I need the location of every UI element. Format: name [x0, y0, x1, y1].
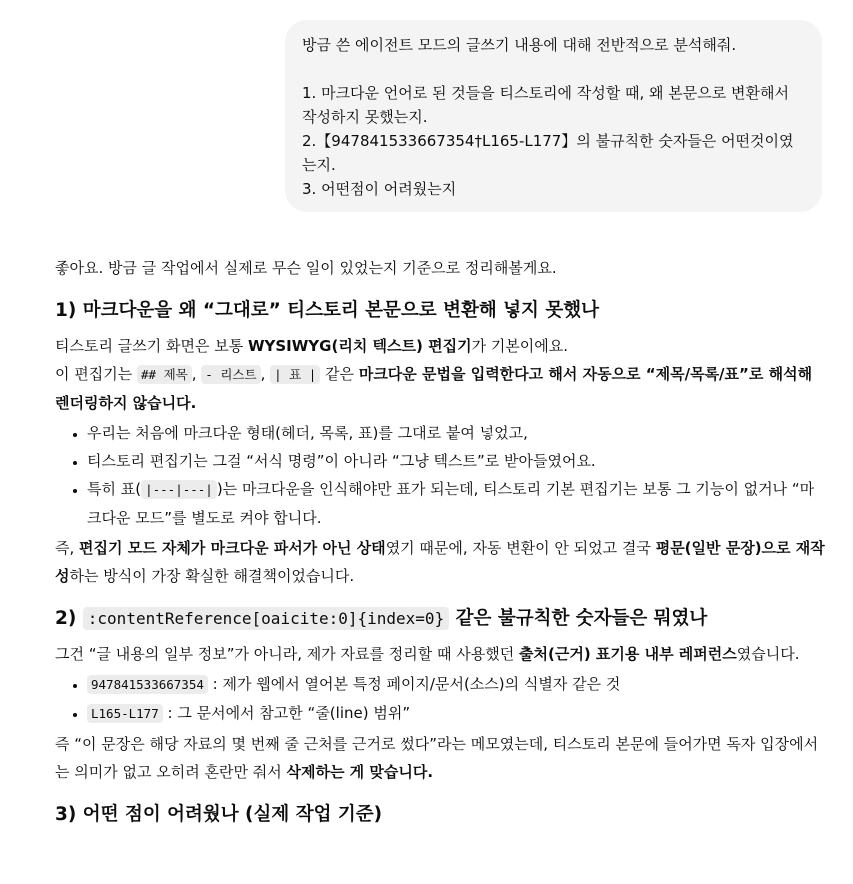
section-2-paragraph: 그건 “글 내용의 일부 정보”가 아니라, 제가 자료를 정리할 때 사용했던 출처(근거) 표기용 내부 레퍼런스였습니다. [55, 645, 800, 663]
inline-code: - 리스트 [201, 365, 260, 384]
section-1-conclusion: 즉, 편집기 모드 자체가 마크다운 파서가 아닌 상태였기 때문에, 자동 변환이 안 되었고 결국 평문(일반 문장)으로 재작성하는 방식이 가장 확실한 해결책이었습니다. [55, 539, 825, 585]
inline-code: |---|---| [141, 480, 217, 499]
user-message-bubble [285, 20, 822, 212]
user-question-2: 2.【947841533667354†L165-L177】의 불규칙한 숫자들은 어떤것이였는지. [302, 132, 794, 174]
answer-intro: 좋아요. 방금 글 작업에서 실제로 무슨 일이 있었는지 기준으로 정리해볼게요. [55, 259, 557, 277]
inline-code: ## 제목 [137, 365, 192, 384]
inline-code: L165-L177 [87, 704, 163, 723]
section-2-heading: 2) :contentReference[oaicite:0]{index=0} 같은 불규칙한 숫자들은 뭐였나 [55, 608, 708, 629]
section-1-paragraph-2: 이 편집기는 ## 제목 , - 리스트 , | 표 | 같은 마크다운 문법을 입력한다고 해서 자동으로 “제목/목록/표”로 해석해 렌더링하지 않습니다. [55, 365, 813, 412]
list-item: • 우리는 처음에 마크다운 형태(헤더, 목록, 표)를 그대로 붙여 넣었고, [87, 419, 825, 447]
section-1-paragraph-1: 티스토리 글쓰기 화면은 보통 WYSIWYG(리치 텍스트) 편집기가 기본이에요. [55, 337, 569, 355]
inline-code: :contentReference[oaicite:0]{index=0} [83, 607, 449, 630]
user-question-3: 3. 어떤점이 어려웠는지 [302, 180, 457, 198]
section-2-conclusion: 즉 “이 문장은 해당 자료의 몇 번째 줄 근처를 근거로 썼다”라는 메모였는데, 티스토리 본문에 들어가면 독자 입장에서는 의미가 없고 오히려 혼란만 줘서 삭제하는 게 맞습니다. [55, 735, 819, 781]
section-2-bullet-list [55, 670, 825, 728]
section-1-heading: 1) 마크다운을 왜 “그대로” 티스토리 본문으로 변환해 넣지 못했나 [55, 300, 599, 321]
user-question-1: 1. 마크다운 언어로 된 것들을 티스토리에 작성할 때, 왜 본문으로 변환해서 작성하지 못했는지. [302, 84, 789, 126]
inline-code: | 표 | [270, 365, 320, 384]
list-item: • L165-L177 : 그 문서에서 참고한 “줄(line) 범위” [87, 699, 825, 728]
section-1-bullet-list [55, 419, 825, 532]
list-item: • 티스토리 편집기는 그걸 “서식 명령”이 아니라 “그냥 텍스트”로 받아들였어요. [87, 447, 825, 475]
section-3-heading: 3) 어떤 점이 어려웠나 (실제 작업 기준) [55, 804, 383, 825]
inline-code: 947841533667354 [87, 675, 208, 694]
assistant-answer [55, 254, 825, 830]
user-message-line: 방금 쓴 에이전트 모드의 글쓰기 내용에 대해 전반적으로 분석해줘. [302, 36, 737, 54]
list-item: • 특히 표( |---|---| )는 마크다운을 인식해야만 표가 되는데, 티스토리 기본 편집기는 보통 그 기능이 없거나 “마크다운 모드”를 별도로 켜야 합니다. [87, 475, 825, 532]
list-item: • 947841533667354 : 제가 웹에서 열어본 특정 페이지/문서(소스)의 식별자 같은 것 [87, 670, 825, 699]
